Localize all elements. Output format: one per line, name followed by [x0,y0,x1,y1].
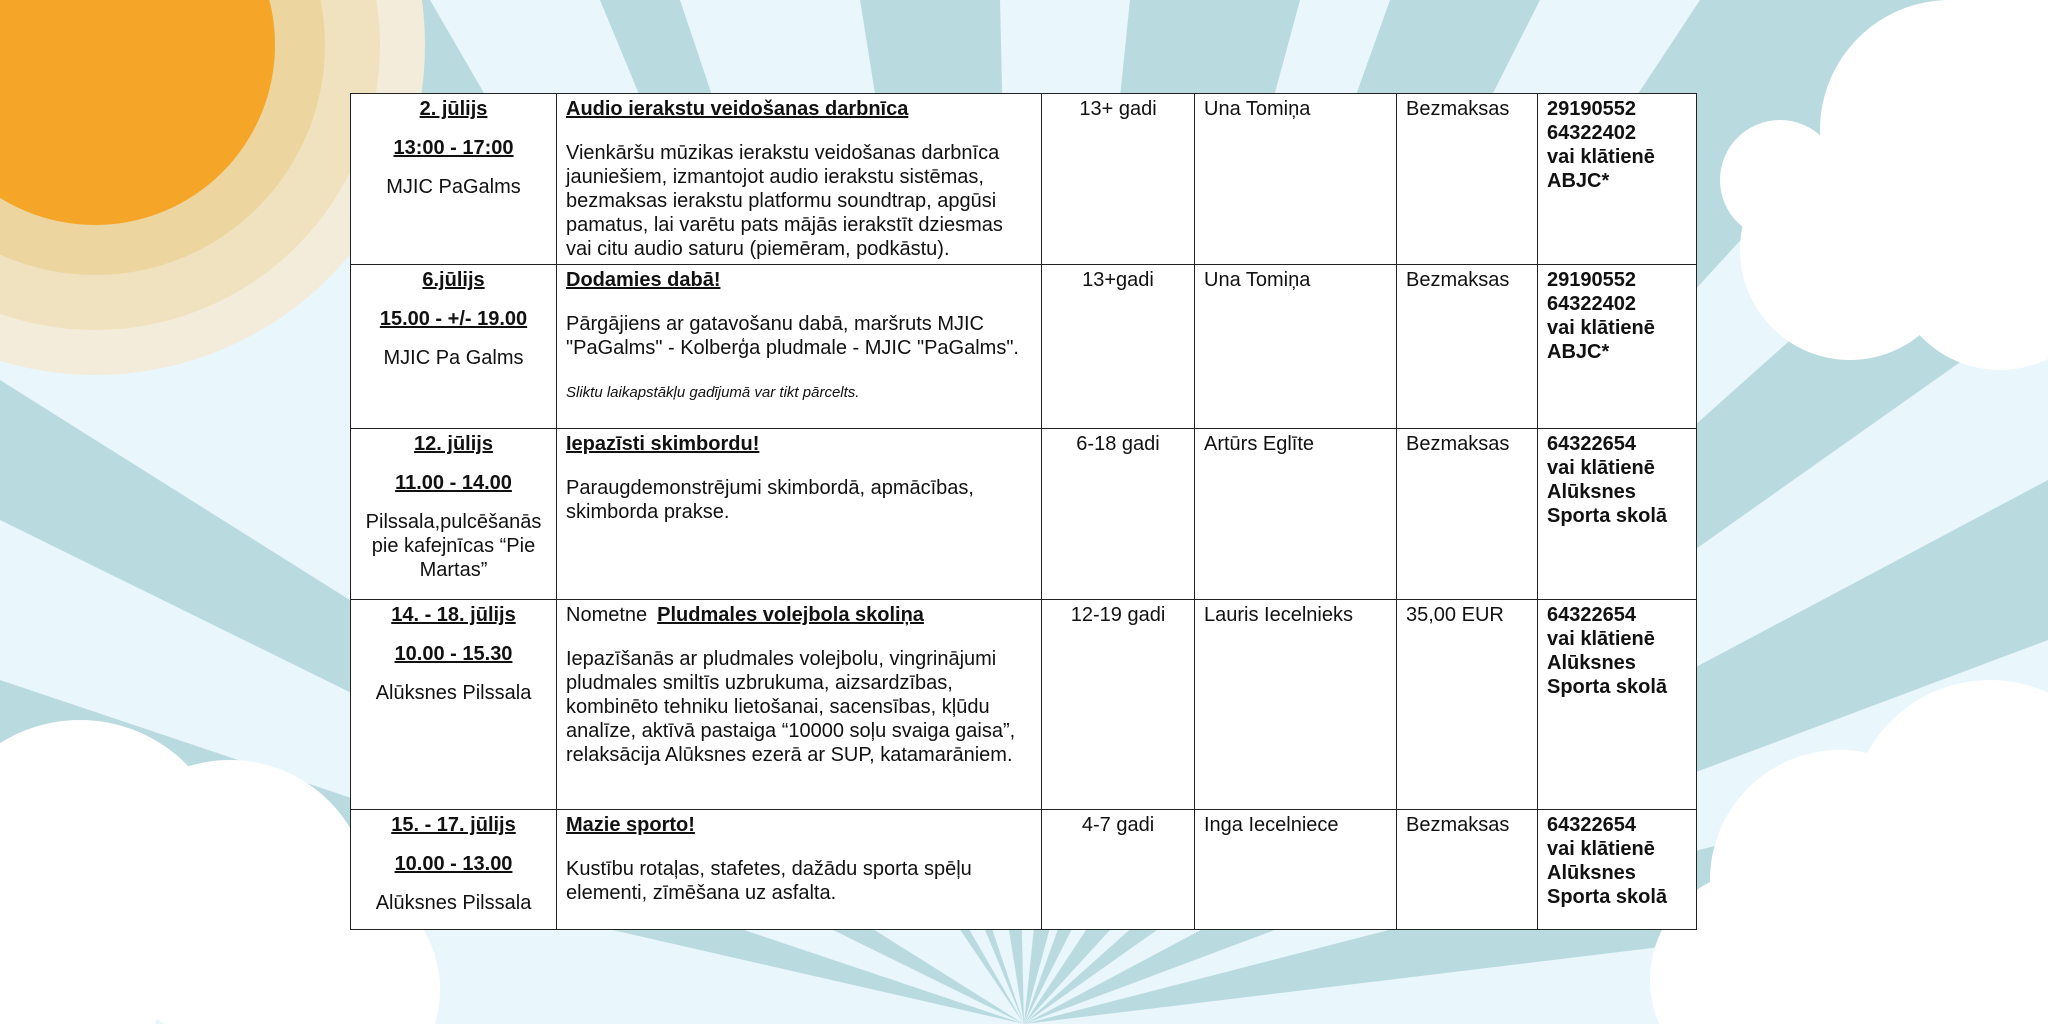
event-time: 10.00 - 13.00 [394,853,513,875]
event-info-cell [557,265,1042,429]
event-note: Sliktu laikapstākļu gadījumā var tikt pārcelts. [566,384,860,401]
event-time: 11.00 - 14.00 [395,472,512,494]
age-cell: 13+ gadi [1042,94,1195,265]
event-description: Pārgājiens ar gatavošanu dabā, maršruts MJIC "PaGalms" - Kolberģa pludmale - MJIC "PaGalms". [566,313,1019,359]
contact-cell [1538,265,1697,429]
price-cell: Bezmaksas [1397,94,1538,265]
price-cell: Bezmaksas [1397,265,1538,429]
event-contact: 64322654 vai klātienē Alūksnes Sporta skolā [1547,604,1668,698]
table-row [351,810,1697,930]
leader-cell: Una Tomiņa [1195,265,1397,429]
event-description: Paraugdemonstrējumi skimbordā, apmācības, skimborda prakse. [566,477,974,523]
event-time: 13:00 - 17:00 [393,137,514,159]
leader-cell: Inga Iecelniece [1195,810,1397,930]
event-info-cell [557,429,1042,600]
event-info-cell [557,810,1042,930]
leader-cell: Lauris Iecelnieks [1195,600,1397,810]
age-cell: 6-18 gadi [1042,429,1195,600]
table-row [351,600,1697,810]
event-contact: 29190552 64322402 vai klātienē ABJC* [1547,269,1655,363]
date-cell [351,429,557,600]
contact-cell [1538,600,1697,810]
event-info-cell [557,600,1042,810]
event-info-cell [557,94,1042,265]
event-date: 12. jūlijs [414,433,493,455]
event-description: Kustību rotaļas, stafetes, dažādu sporta spēļu elementi, zīmēšana uz asfalta. [566,858,972,904]
event-contact: 64322654 vai klātienē Alūksnes Sporta skolā [1547,814,1668,908]
event-contact: 64322654 vai klātienē Alūksnes Sporta skolā [1547,433,1668,527]
event-title: Audio ierakstu veidošanas darbnīca [566,98,909,120]
leader-cell: Una Tomiņa [1195,94,1397,265]
price-cell: Bezmaksas [1397,429,1538,600]
event-date: 6.jūlijs [422,269,485,291]
event-date: 15. - 17. jūlijs [391,814,516,836]
event-title: Iepazīsti skimbordu! [566,433,760,455]
event-description: Iepazīšanās ar pludmales volejbolu, vingrinājumi pludmales smiltīs uzbrukuma, aizsardzības, kombinēto tehniku lietošanai, sacensības, kļūdu analīze, aktīvā pastaiga “10000 soļu svaiga gaisa”, relaksācija Alūksnes ezerā ar SUP, katamarāniem. [566,648,1016,766]
event-title: Pludmales volejbola skoliņa [657,604,924,626]
event-date: 2. jūlijs [419,98,488,120]
age-cell: 13+gadi [1042,265,1195,429]
event-place: Pilssala,pulcēšanās pie kafejnīcas “Pie Martas” [365,511,542,581]
date-cell [351,600,557,810]
table-row [351,265,1697,429]
event-prefix: Nometne [566,604,648,626]
date-cell [351,94,557,265]
event-place: Alūksnes Pilssala [375,892,532,914]
event-time: 15.00 - +/- 19.00 [379,308,528,330]
event-place: MJIC PaGalms [386,176,521,198]
age-cell: 12-19 gadi [1042,600,1195,810]
age-cell: 4-7 gadi [1042,810,1195,930]
event-description: Vienkāršu mūzikas ierakstu veidošanas darbnīca jauniešiem, izmantojot audio ierakstu sistēmas, bezmaksas ierakstu platformu soundtrap, apgūsi pamatus, lai varētu pats mājās ierakstīt dziesmas vai citu audio saturu (piemēram, podkāstu). [566,142,1003,260]
event-time: 10.00 - 15.30 [394,643,513,665]
table-row [351,94,1697,265]
event-title: Mazie sporto! [566,814,695,836]
event-place: MJIC Pa Galms [383,347,524,369]
event-place: Alūksnes Pilssala [375,682,532,704]
price-cell: 35,00 EUR [1397,600,1538,810]
table-row [351,429,1697,600]
event-date: 14. - 18. jūlijs [391,604,516,626]
contact-cell [1538,94,1697,265]
date-cell [351,265,557,429]
schedule-table [350,93,1697,930]
contact-cell [1538,810,1697,930]
event-contact: 29190552 64322402 vai klātienē ABJC* [1547,98,1655,192]
leader-cell: Artūrs Eglīte [1195,429,1397,600]
date-cell [351,810,557,930]
price-cell: Bezmaksas [1397,810,1538,930]
contact-cell [1538,429,1697,600]
event-title: Dodamies dabā! [566,269,721,291]
